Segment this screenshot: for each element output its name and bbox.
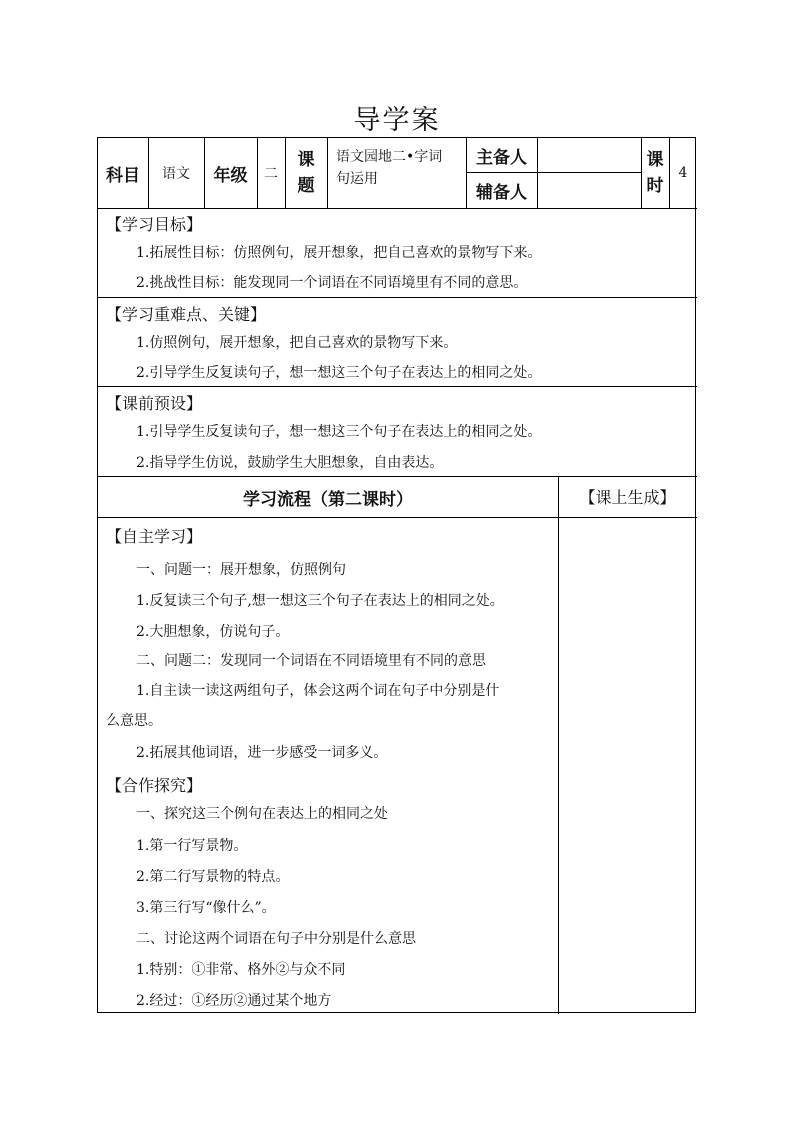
section-rule bbox=[98, 297, 697, 298]
goal-item: 1.拓展性目标：仿照例句，展开想象，把自己喜欢的景物写下来。 bbox=[136, 245, 542, 261]
period-value: 4 bbox=[678, 165, 688, 181]
self-study-line: 1.自主读一读这两组句子，体会这两个词在句子中分别是什 bbox=[136, 683, 500, 699]
coop-line: 2.经过：①经历②通过某个地方 bbox=[136, 993, 332, 1009]
topic-label-line: 题 bbox=[297, 176, 315, 196]
assistant-label: 辅备人 bbox=[476, 182, 527, 203]
topic-value bbox=[327, 138, 466, 208]
subject-label: 科目 bbox=[106, 165, 140, 186]
period-label-line: 时 bbox=[646, 176, 664, 196]
self-study-line: 1.反复读三个句子,想一想这三个句子在表达上的相同之处。 bbox=[136, 593, 504, 609]
coop-heading: 【合作探究】 bbox=[106, 776, 203, 795]
flow-header-rule bbox=[98, 517, 697, 518]
self-study-line: 么意思。 bbox=[106, 713, 162, 729]
coop-line: 二、讨论这两个词语在句子中分别是什么意思 bbox=[136, 931, 416, 947]
preview-item: 1.引导学生反复读句子，想一想这三个句子在表达上的相同之处。 bbox=[136, 424, 542, 440]
preparer-label: 主备人 bbox=[476, 147, 527, 168]
flow-column-divider bbox=[558, 476, 559, 1014]
self-study-line: 二、问题二：发现同一个词语在不同语境里有不同的意思 bbox=[136, 653, 486, 669]
preview-item: 2.指导学生仿说，鼓励学生大胆想象，自由表达。 bbox=[136, 455, 444, 471]
coop-line: 2.第二行写景物的特点。 bbox=[136, 869, 290, 885]
self-study-line: 一、问题一：展开想象，仿照例句 bbox=[136, 562, 346, 578]
lesson-plan-table bbox=[97, 137, 696, 1013]
topic-value-line: 语文园地二•字词 bbox=[336, 149, 443, 165]
goal-item: 2.挑战性目标：能发现同一个词语在不同语境里有不同的意思。 bbox=[136, 275, 528, 291]
topic-value-line: 句运用 bbox=[336, 171, 378, 187]
section-rule bbox=[98, 386, 697, 387]
grade-label: 年级 bbox=[213, 165, 248, 186]
subject-value: 语文 bbox=[162, 166, 190, 182]
coop-line: 一、探究这三个例句在表达上的相同之处 bbox=[136, 806, 388, 822]
self-study-line: 2.拓展其他词语，进一步感受一词多义。 bbox=[136, 745, 388, 761]
section-rule bbox=[98, 476, 697, 477]
keypoint-item: 1.仿照例句，展开想象，把自己喜欢的景物写下来。 bbox=[136, 335, 458, 351]
flow-title: 学习流程（第二课时） bbox=[243, 490, 413, 510]
topic-label bbox=[285, 138, 327, 208]
keypoint-item: 2.引导学生反复读句子，想一想这三个句子在表达上的相同之处。 bbox=[136, 365, 542, 381]
document-title: 导学案 bbox=[353, 105, 441, 136]
self-study-heading: 【自主学习】 bbox=[106, 527, 203, 546]
header-bottom-rule bbox=[98, 208, 697, 209]
preparer-value bbox=[537, 138, 641, 172]
period-label bbox=[641, 138, 669, 208]
assistant-value bbox=[537, 172, 641, 208]
grade-value: 二 bbox=[264, 166, 278, 182]
period-label-line: 课 bbox=[646, 150, 664, 170]
goals-heading: 【学习目标】 bbox=[106, 215, 203, 234]
coop-line: 1.特别：①非常、格外②与众不同 bbox=[136, 962, 346, 978]
topic-label-line: 课 bbox=[297, 150, 315, 170]
coop-line: 3.第三行写“像什么”。 bbox=[136, 900, 276, 916]
preview-heading: 【课前预设】 bbox=[106, 394, 203, 413]
self-study-line: 2.大胆想象，仿说句子。 bbox=[136, 624, 290, 640]
keypoints-heading: 【学习重难点、关键】 bbox=[106, 305, 267, 324]
flow-side-title: 【课上生成】 bbox=[579, 488, 676, 507]
coop-line: 1.第一行写景物。 bbox=[136, 838, 248, 854]
